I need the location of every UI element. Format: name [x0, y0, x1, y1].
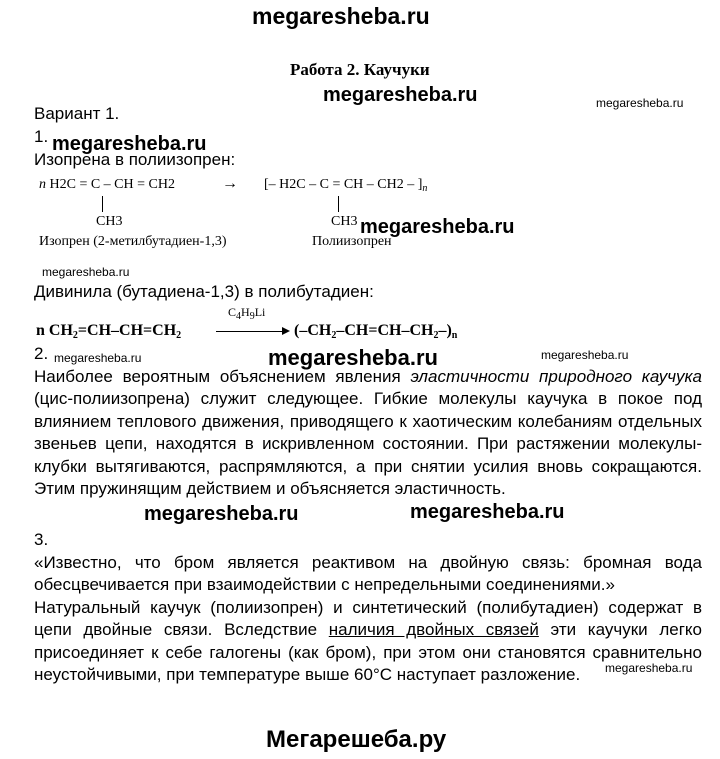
watermark-left-small-2: megaresheba.ru — [54, 351, 142, 365]
divinyl-heading: Дивинила (бутадиена-1,3) в полибутадиен: — [34, 282, 374, 301]
polyisoprene-formula — [264, 177, 427, 193]
bromine-quote: «Известно, что бром является реактивом на двойную связь: бромная вода обесцвечивается при взаимодействии с непредельными соединениями.» — [34, 553, 702, 595]
watermark-item1: megaresheba.ru — [52, 133, 207, 155]
variant-label: Вариант 1. — [34, 104, 120, 123]
polyisoprene-label: Полиизопрен — [312, 234, 392, 249]
watermark-ch3: megaresheba.ru — [360, 216, 515, 238]
paragraph-elasticity: Наиболее вероятным объяснением явления эластичности природного каучука (цис-полиизопрена) служит следующее. Гибкие молекулы каучука в покое под влиянием теплового движения, приводящего к хаотическим колебаниям отдельных звеньев цепи, находятся в искривленном состоянии. При растяжении молекулы-клубки вытягиваются, распрямляются, а при снятии усилия вновь сокращаются. Этим пружинящим действием и объясняется эластичность. — [34, 367, 702, 499]
paragraph-rubber: Натуральный каучук (полиизопрен) и синтетический (полибутадиен) содержат в цепи двойные связи. Вследствие наличия двойных связей эти каучуки легко присоединяет к себе галогены (как бром), при этом они становятся сравнительно неустойчивыми, при температуре выше 60°С наступает разложение. — [34, 598, 702, 685]
isoprene-label: Изопрен (2-метилбутадиен-1,3) — [39, 234, 227, 249]
reaction1-left — [39, 177, 175, 193]
butadiene-formula: n $CH_2=CH-CH=CH_2$ — [36, 322, 182, 341]
bond-line-left — [102, 196, 103, 212]
watermark-title-line: megaresheba.ru — [323, 84, 478, 106]
reaction1-arrow: → — [222, 175, 238, 192]
item-number-3: 3. — [34, 530, 49, 549]
elasticity-term: эластичности природного каучука — [410, 367, 702, 386]
double-bonds-phrase: наличия двойных связей — [328, 620, 539, 640]
polyisoprene-main: [– H2C – C = CH – CH2 – ] — [264, 177, 423, 192]
reaction1-n: n — [39, 177, 46, 192]
ch3-left: CH3 — [96, 214, 123, 229]
isoprene-formula: H2C = C – CH = CH2 — [49, 177, 175, 192]
ch3-right: CH3 — [331, 214, 358, 229]
watermark-left-small: megaresheba.ru — [42, 265, 130, 279]
isoprene-heading: Изопрена в полиизопрен: — [34, 150, 236, 169]
footer-site-name: Мегарешеба.ру — [266, 726, 447, 753]
watermark-para-right: megaresheba.ru — [410, 501, 565, 523]
watermark-top: megaresheba.ru — [252, 3, 430, 29]
reaction2-arrow-line — [216, 331, 288, 332]
page-title: Работа 2. Каучуки — [290, 60, 430, 79]
watermark-right-small: megaresheba.ru — [596, 96, 684, 110]
reaction2-arrow-head — [282, 327, 290, 335]
watermark-center: megaresheba.ru — [268, 345, 438, 370]
watermark-para-left: megaresheba.ru — [144, 503, 299, 525]
bond-line-right — [338, 196, 339, 212]
item-number-1: 1. — [34, 127, 49, 146]
catalyst-label: $C_4H_9Li$ — [228, 305, 266, 322]
polyisoprene-subscript: n — [422, 183, 428, 194]
item-number-2: 2. — [34, 344, 49, 363]
watermark-right-small-2: megaresheba.ru — [541, 348, 629, 362]
polybutadiene-formula: $(-CH_2-CH=CH-CH_2-)_n$ — [294, 322, 458, 341]
watermark-right-small-3: megaresheba.ru — [605, 661, 693, 675]
